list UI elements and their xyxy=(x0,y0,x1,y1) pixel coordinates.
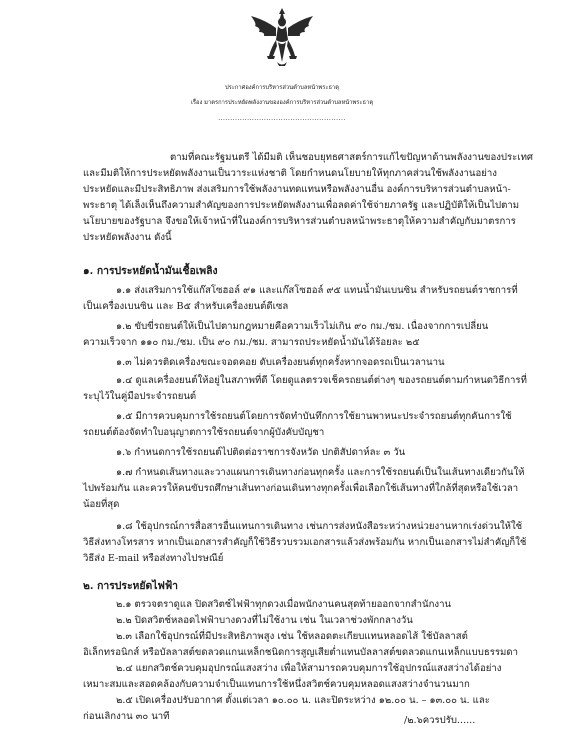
list-item: ก่อนเลิกงาน ๓๐ นาที xyxy=(83,711,170,722)
list-item: ๒.๑ ตรวจตราดูแล ปิดสวิตช์ไฟฟ้าทุกดวงเมื่อพนักงานคนสุดท้ายออกจากสำนักงาน xyxy=(116,599,452,610)
list-item: ๒.๔ แยกสวิตช์ควบคุมอุปกรณ์แสงสว่าง เพื่อให้สามารถควบคุมการใช้อุปกรณ์แสงสว่างได้อย่าง xyxy=(116,663,502,674)
list-item: ๑.๔ ดูแลเครื่องยนต์ให้อยู่ในสภาพที่ดี โดยดูแลตรวจเช็ครถยนต์ต่างๆ ของรถยนต์ตามกำหนดวิธีการที่ xyxy=(116,375,527,386)
list-item: ๒.๒ ปิดสวิตช์หลอดไฟฟ้าบางดวงที่ไม่ใช้งาน เช่น ในเวลาช่วงพักกลางวัน xyxy=(116,615,413,626)
intro-line: ตามที่คณะรัฐมนตรี ได้มีมติ เห็นชอบยุทธศาสตร์การแก้ไขปัญหาด้านพลังงานของประเทศ xyxy=(170,152,534,163)
intro-line: ประหยัดพลังงาน ดังนี้ xyxy=(83,232,172,243)
list-item: ๒.๓ เลือกใช้อุปกรณ์ที่มีประสิทธิภาพสูง เช่น ใช้หลอดตะเกียบแทนหลอดไส้ ใช้บัลลาสต์ xyxy=(116,631,468,642)
list-item: เหมาะสมและสอดคล้องกับความจำเป็นแทนการใช้หนึ่งสวิตช์ควบคุมหลอดแสงสว่างจำนวนมาก xyxy=(83,679,470,690)
intro-line: พระธาตุ ได้เล็งเห็นถึงความสำคัญของการประหยัดพลังงานเพื่อลดค่าใช้จ่ายภาครัฐ และปฏิบัติให้เป็นไปตาม xyxy=(83,200,520,211)
intro-line: และมีมติให้การประหยัดพลังงานเป็นวาระแห่งชาติ โดยกำหนดนโยบายให้ทุกภาคส่วนใช้พลังงานอย่าง xyxy=(83,168,497,179)
list-item: วิธีส่ง E-mail หรือส่งทางไปรษณีย์ xyxy=(83,553,224,564)
list-item: วิธีส่งทางโทรสาร หากเป็นเอกสารสำคัญก็ใช้วิธีรวบรวมเอกสารแล้วส่งพร้อมกัน หากเป็นเอกสารไม่สำคัญก็ใช้ xyxy=(83,537,527,548)
list-item: ๑.๓ ไม่ควรติดเครื่องขณะจอดคอย ดับเครื่องยนต์ทุกครั้งหากจอดรถเป็นเวลานาน xyxy=(116,357,445,368)
intro-line: ประหยัดและมีประสิทธิภาพ ส่งเสริมการใช้พลังงานทดแทนหรือพลังงานอื่น องค์การบริหารส่วนตำบลหน้า- xyxy=(83,184,511,195)
announcement-subject: เรื่อง มาตรการประหยัดพลังงานขององค์การบริหารส่วนตำบลหน้าพระธาตุ xyxy=(190,100,374,106)
list-item: ไปพร้อมกัน และควรให้คนขับรถศึกษาเส้นทางก่อนเดินทางทุกครั้งเพื่อเลือกใช้เส้นทางที่ใกล้ที่สุดหรือใช้เวลา xyxy=(83,483,519,494)
section-heading-fuel: ๑. การประหยัดน้ำมันเชื้อเพลิง xyxy=(83,265,218,277)
section-heading-electricity: ๒. การประหยัดไฟฟ้า xyxy=(83,580,179,592)
announcement-title: ประกาศองค์การบริหารส่วนตำบลหน้าพระธาตุ xyxy=(224,85,340,91)
list-item: ระบุไว้ในคู่มือประจำรถยนต์ xyxy=(83,391,197,402)
intro-line: นโยบายของรัฐบาล จึงขอให้เจ้าหน้าที่ในองค์การบริหารส่วนตำบลหน้าพระธาตุให้ความสำคัญกับมาตรการ xyxy=(83,216,516,227)
list-item: ๑.๕ มีการควบคุมการใช้รถยนต์โดยการจัดทำบันทึกการใช้ยานพาหนะประจำรถยนต์ทุกคันการใช้ xyxy=(116,411,512,422)
list-item: อิเล็กทรอนิกส์ หรือบัลลาสต์ขดลวดแกนเหล็กชนิดการสูญเสียต่ำแทนบัลลาสต์ขดลวดแกนเหล็กแบบธรรมดา xyxy=(83,647,518,658)
list-item: ๑.๗ กำหนดเส้นทางและวางแผนการเดินทางก่อนทุกครั้ง และการใช้รถยนต์เป็นในเส้นทางเดียวกันให้ xyxy=(116,467,525,478)
list-item: น้อยที่สุด xyxy=(83,499,120,510)
list-item: ๑.๘ ใช้อุปกรณ์การสื่อสารอื่นแทนการเดินทาง เช่นการส่งหนังสือระหว่างหน่วยงานหากเร่งด่วนให้ใช้ xyxy=(116,521,523,532)
title-divider: ..................................................... xyxy=(218,115,346,122)
list-item: ๑.๖ กำหนดการใช้รถยนต์ไปติดต่อราชการจังหวัด ปกติสัปดาห์ละ ๓ วัน xyxy=(116,447,406,458)
list-item: ๒.๕ เปิดเครื่องปรับอากาศ ตั้งแต่เวลา ๑๐.๐๐ น. และปิดระหว่าง ๑๒.๐๐ น. – ๑๓.๐๐ น. และ xyxy=(116,695,490,706)
page-continuation: /๒.๖ควรปรับ...... xyxy=(404,715,476,726)
list-item: เป็นเครื่องเบนซิน และ B๕ สำหรับเครื่องยนต์ดีเซล xyxy=(83,301,289,312)
garuda-emblem-icon xyxy=(247,6,317,68)
list-item: ๑.๒ ขับขี่รถยนต์ให้เป็นไปตามกฎหมายคือความเร็วไม่เกิน ๙๐ กม./ชม. เนื่องจากการเปลี่ยน xyxy=(116,321,489,332)
list-item: รถยนต์ต้องจัดทำใบอนุญาตการใช้รถยนต์จากผู้บังคับบัญชา xyxy=(83,427,325,438)
list-item: ความเร็วจาก ๑๑๐ กม./ชม. เป็น ๙๐ กม./ชม. สามารถประหยัดน้ำมันได้ร้อยละ ๒๕ xyxy=(83,337,420,348)
list-item: ๑.๑ ส่งเสริมการใช้แก๊สโซฮอล์ ๙๑ และแก๊สโซฮอล์ ๙๕ แทนน้ำมันเบนซิน สำหรับรถยนต์ราชการที่ xyxy=(116,285,518,296)
